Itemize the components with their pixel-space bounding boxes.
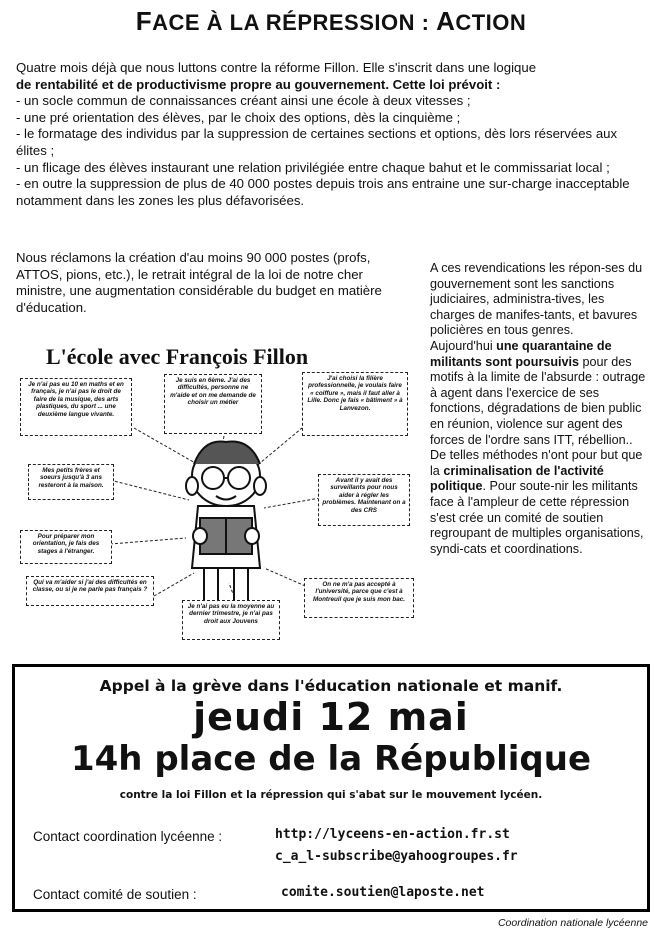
footer-signature: Coordination nationale lycéenne [497,917,648,929]
speech-bubble: Avant il y avait des surveillants pour nous aider à régler les problèmes. Maintenant on a des CRS [318,474,410,526]
speech-bubble: J'ai choisi la filière professionnelle, je voulais faire « coiffure », mais il faut aller à Lille. Donc je fais « bâtiment » à Lanvezon. [302,372,408,436]
contact-coordination-url[interactable]: http://lyceens-en-action.fr.st [275,827,510,842]
event-place: 14h place de la République [70,739,592,779]
event-date: jeudi 12 mai [193,695,469,739]
right-column [430,261,652,557]
cartoon-title: L'école avec François Fillon [46,344,309,369]
speech-bubble: Je n'ai pas eu 10 en maths et en français, je n'ai pas le droit de faire de la musique, des arts plastiques, du sport ... une deuxième langue vivante. [20,378,132,436]
speech-bubble: Pour préparer mon orientation, je fais des stages à l'étranger. [20,530,112,564]
intro-line: de rentabilité et de productivisme propre au gouvernement. Cette loi prévoit : [16,76,501,92]
strike-callout-box [12,664,650,912]
right-paragraph: De telles méthodes n'ont pour but que la criminalisation de l'activité politique. Pour soute-nir les militants face à l'ampleur de cette répression s'est crée un comité de soutien regroupant de multiples organisations, syndi-cats et coordinations. [430,448,644,556]
intro-item: - le formatage des individus par la suppression de certaines sections et options, dès lors réservées aux élites ; [16,126,618,158]
contact-support-label: Contact comité de soutien : [33,887,197,902]
right-paragraph: A ces revendications les répon-ses du gouvernement sont les sanctions judiciaires, administra-tives, les charges de manifes-tants, et bavures policières en tous genres. [430,261,643,338]
intro-section [16,60,650,209]
speech-bubble: On ne m'a pas accepté à l'université, parce que c'est à Montreuil que je suis mon bac. [304,578,414,618]
speech-bubble: Mes petits frères et soeurs jusqu'à 3 ans resteront à la maison. [28,464,114,500]
event-subtitle: contre la loi Fillon et la répression qui s'abat sur le mouvement lycéen. [119,789,543,801]
strike-call: Appel à la grève dans l'éducation nationale et manif. [99,677,563,695]
intro-item: - un flicage des élèves instaurant une relation privilégiée entre chaque bahut et le commissariat local ; [16,159,610,175]
contact-coordination-email[interactable]: c_a_l-subscribe@yahoogroupes.fr [275,849,518,864]
demands-paragraph: Nous réclamons la création d'au moins 90 000 postes (profs, ATTOS, pions, etc.), le retrait intégral de la loi de notre cher ministre, une augmentation considérable du budget en matière d'éducation. [16,250,382,315]
contact-support-email[interactable]: comite.soutien@laposte.net [281,885,485,900]
page-title: FACE À LA RÉPRESSION : ACTION [135,6,527,36]
contact-coordination-label: Contact coordination lycéenne : [33,829,223,844]
intro-line: Quatre mois déjà que nous luttons contre la réforme Fillon. Elle s'inscrit dans une logique [16,60,537,75]
intro-item: - un socle commun de connaissances créant ainsi une école à deux vitesses ; [16,93,471,109]
intro-item: - une pré orientation des élèves, par le choix des options, dès la cinquième ; [16,109,461,125]
right-paragraph: Aujourd'hui une quarantaine de militants sont poursuivis pour des motifs à la limite de l'absurde : outrage à agent dans l'exercice de ses fonctions, dégradations de bien public en réunion, violence sur agent des forces de l'ordre sans ITT, rébellion.. [430,338,646,447]
speech-bubble: Je suis en 6ème. J'ai des difficultés, personne ne m'aide et on me demande de choisir un métier [164,374,262,434]
cartoon-illustration [14,368,424,660]
speech-bubble: Qui va m'aider si j'ai des difficultés en classe, ou si je ne parle pas français ? [26,576,154,606]
intro-item: - en outre la suppression de plus de 40 000 postes depuis trois ans entraine une sur-charge inacceptable notamment dans les zones les plus défavorisées. [16,176,630,208]
speech-bubble: Je n'ai pas eu la moyenne au dernier trimestre, je n'ai pas droit aux Jouvens [182,600,280,640]
